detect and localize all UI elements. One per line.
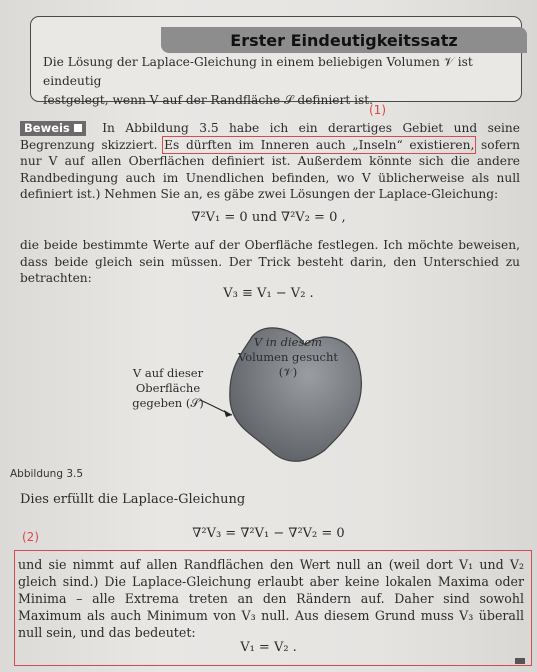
equation-4: V₁ = V₂ .: [240, 640, 297, 655]
figure-inside-label: [238, 335, 338, 380]
equation-1: ∇²V₁ = 0 und ∇²V₂ = 0 ,: [191, 210, 346, 225]
figure-left-label: [128, 366, 208, 411]
proof-paragraph: [20, 120, 520, 203]
inside-label-line-1: V in diesem: [253, 335, 323, 349]
theorem-box: [30, 16, 522, 107]
theorem-line-1: Die Lösung der Laplace-Gleichung in einem beliebigen Volumen 𝒱 ist eindeutig: [43, 55, 473, 88]
equation-2: V₃ ≡ V₁ − V₂ .: [223, 286, 314, 301]
theorem-text: [43, 53, 503, 110]
paragraph-3: und sie nimmt auf allen Randflächen den Wert null an (weil dort V₁ und V₂ gleich sind.) Die Laplace-Gleichung erlaubt aber keine lokalen Maxima oder Minima – alle Extrema treten an den Rändern auf. Daher sind sowohl Maximum als auch Minimum von V₃ null. Aus diesem Grund muss V₃ überall null sein, und das bedeutet:: [18, 557, 524, 640]
end-of-proof-mark: [515, 658, 525, 664]
proof-rest: sofern nur V auf allen Oberflächen definiert ist. Außerdem könnte sich die andere Randbedingung auch im Unendlichen befinden, wo V üblicherweise als null definiert ist.) Nehmen Sie an, es gäbe zwei Lösungen der Laplace-Gleichung:: [20, 137, 521, 201]
equation-3: ∇²V₃ = ∇²V₁ − ∇²V₂ = 0: [192, 526, 345, 541]
inside-label-line-2: Volumen gesucht: [238, 350, 338, 364]
left-label-line-3: gegeben (𝒮): [132, 396, 204, 410]
after-line: Dies erfüllt die Laplace-Gleichung: [20, 492, 246, 507]
proof-intro: In Abbildung 3.5 habe ich ein derartiges Gebiet und seine Begrenzung skizziert.: [20, 121, 520, 152]
inside-label-line-3: (𝒱): [278, 365, 298, 379]
figure-caption: Abbildung 3.5: [10, 468, 84, 480]
theorem-line-2: festgelegt, wenn V auf der Randfläche 𝒮 definiert ist.: [43, 93, 374, 107]
annotation-2: (2): [22, 530, 39, 544]
proof-label-text: Beweis: [24, 121, 70, 135]
proof-square-icon: [74, 124, 82, 132]
annotation-1: (1): [369, 103, 386, 117]
paragraph-2: die beide bestimmte Werte auf der Oberfläche festlegen. Ich möchte beweisen, dass beide gleich sein müssen. Der Trick besteht darin, den Unterschied zu betrachten:: [20, 238, 520, 285]
theorem-title: Erster Eindeutigkeitssatz: [161, 27, 527, 53]
highlighted-phrase: Es dürften im Inneren auch „Inseln“ existieren,: [164, 137, 475, 152]
proof-label: [20, 121, 86, 136]
arrow-head: [224, 410, 232, 417]
left-label-line-2: Oberfläche: [135, 381, 201, 395]
left-label-line-1: V auf dieser: [132, 366, 204, 380]
